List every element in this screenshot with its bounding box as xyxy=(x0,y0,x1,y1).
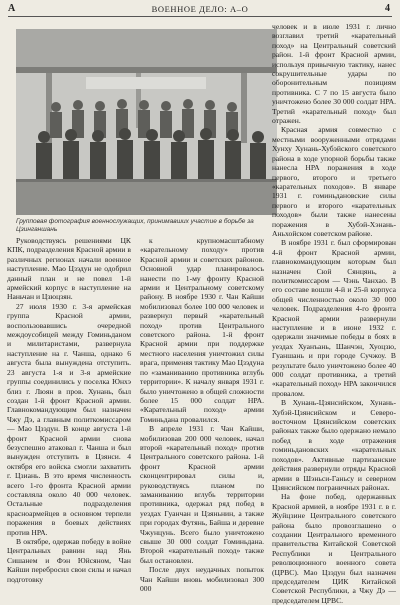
photo-illustration xyxy=(16,29,277,215)
paragraph: 27 июля 1930 г. 3-я армейская группа Красной армии, воспользовавшись очередной междоусобицей между Гоминьданом и милитаристами, развернула наступление на г. Чанша, однако 6 августа была вынуждена отступить. 23 августа 1-я и 3-я армейские группы соединились у поселка Юнхэ близ г. Люян в пров. Хунань, был создан 1-й фронт Красной армии. Главнокомандующим был назначен Чжу Дэ, а главным политкомиссаром — Мао Цзэдун. В конце августа 1-й фронт Красной армии снова безуспешно атаковал г. Чанша и был вынужден отступить в Цзянси. 4 октября его войска смогли захватить г. Цзиань. В это время численность всего 1-го фронта Красной армии составляла около 40 000 человек. Остальные подразделения красноармейцев в основном терпели поражения в боевых действиях против НРА. xyxy=(7,301,131,537)
paragraph: к крупномасштабному «карательному походу» против Красной армии и советских районов. Основной удар планировалось нанести по 1-му фронту Красной армии и Центральному советскому району. В ноябре 1930 г. Чан Кайши мобилизовал более 100 000 человек и развернул первый «карательный поход» против Центрального советского района. 1-й фронт Красной армии при поддержке местного населения уничтожил силы врага, применяя тактику Мао Цзэдуна по «заманиванию противника вглубь территории». К началу января 1931 г. было уничтожено в общей сложности более 15 000 солдат НРА. «Карательный поход» армии Гоминьдана провалился. xyxy=(140,236,264,424)
paragraph: В апреле 1931 г. Чан Кайши, мобилизовав 200 000 человек, начал второй «карательный поход» против Центрального советского района. 1-й фронт Красной армии сконцентрировал силы и, руководствуясь планом по заманиванию вглубь территории противника, одержал ряд побед в уездах Гуанчан и Цзяньнин, а также при городах Футянь, Байша и деревне Чжунцунь. Всего было уничтожено свыше 30 000 солдат Гоминьдана. Второй «карательный поход» также был остановлен. xyxy=(140,424,264,565)
page-number: 4 xyxy=(385,3,390,14)
text-column-2 xyxy=(140,236,264,594)
paragraph: В Хунань-Цзянсийском, Хунань-Хубэй-Цзянсийском и Северо-восточном Цзянсийском советских районах также было одержано немало побед в ходе отражения гоминьдановских «карательных походов». Активные партизанские действия развернули отряды Красной армии в Шэньси-Ганьсу и северном Цзянсийском пограничных районах. xyxy=(272,398,396,492)
paragraph: Руководствуясь решениями ЦК КПК, подразделения Красной армии в различных регионах начали военное наступление. Мао Цзэдун не одобрил данный план и не повел 1-й армейский корпус в наступление на Наньчан и Цзюцзян. xyxy=(7,236,131,302)
paragraph: В октябре, одержав победу в войне Центральных равнин над Янь Сишанем и Фэн Юйсяном, Чан Кайши перебросил свои силы и начал подготовку xyxy=(7,537,131,584)
paragraph: На фоне побед, одержанных Красной армией, в ноябре 1931 г. в г. Жуйцзине Центрального советского района было провозглашено о создании Центрального временного правительства Китайской Советской Республики и Центрального революционного военного совета (ЦРВС). Мао Цзэдун был назначен председателем ЦИК Китайской Советской Республики, а Чжу Дэ — председателем ЦРВС. xyxy=(272,492,396,605)
group-photo xyxy=(16,29,277,215)
paragraph: человек и в июле 1931 г. лично возглавил третий «карательный поход» на Центральный советский район. 1-й фронт Красной армии, используя привычную тактику, нанес сокрушительные удары по оборонительным позициям противника. С 7 по 15 августа было уничтожено более 30 000 солдат НРА. Третий «карательный поход» был отражен. xyxy=(272,22,396,126)
header-rule xyxy=(8,16,392,17)
paragraph: В ноябре 1931 г. был сформирован 4-й фронт Красной армии, главнокомандующим которым был назначен Сюй Сянцянь, а политкомиссаром — Чэнь Чанхао. В его составе вошли 4-й и 25-й корпуса общей численностью около 30 000 человек. Подразделения 4-го фронта Красной армии развернули наступление и в июне 1932 г. одержали значимые победы в боях в уездах Хуанъань, Шанчэн, Хуоцзю, Гуаншань и при городе Сучжоу. В результате было уничтожено более 40 000 солдат противника, а третий «карательный поход» НРА закончился провалом. xyxy=(272,238,396,398)
paragraph: Красная армия совместно с местными вооруженными отрядами Хунху Хунань-Хубэйского советского района в ходе упорной борьбы также нанесла НРА поражения в ходе первого, второго и третьего «карательных походов». В январе 1931 г. гоминьдановские силы первого и второго «карательных походов» были также нанесены поражения в Хубэй-Хэнань-Аньхойском советском районе. xyxy=(272,125,396,238)
text-column-3 xyxy=(272,22,396,605)
text-column-1 xyxy=(7,236,131,584)
page-header xyxy=(0,0,400,18)
section-letter: А xyxy=(8,3,16,14)
running-title: ВОЕННОЕ ДЕЛО: А–О xyxy=(151,4,249,14)
paragraph: После двух неудачных попыток Чан Кайши вновь мобилизовал 300 000 xyxy=(140,565,264,594)
photo-caption: Групповая фотография военнослужащих, принимавших участие в борьбе за Цзинганшань xyxy=(16,218,254,233)
